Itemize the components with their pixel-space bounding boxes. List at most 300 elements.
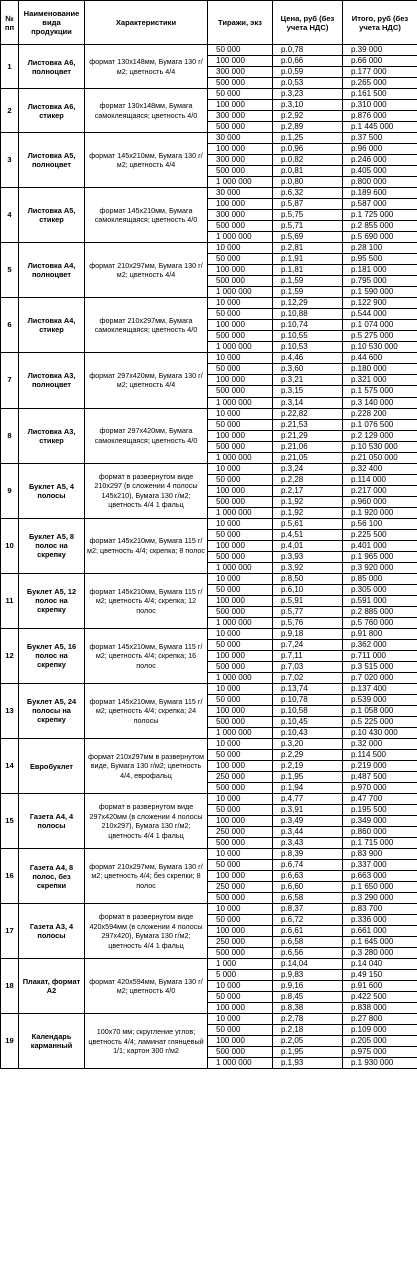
- print-run-cell: 1 000 000: [208, 177, 273, 188]
- print-run-cell: 100 000: [208, 650, 273, 661]
- print-run-cell: 500 000: [208, 441, 273, 452]
- product-specifications: формат 210х297мм, Бумага 130 г/м2; цветность 4/4; без скрепки; 8 полос: [85, 849, 208, 904]
- print-run-cell: 50 000: [208, 474, 273, 485]
- unit-price-cell: р.8,39: [273, 849, 343, 860]
- product-name: Листовка А4, стикер: [19, 298, 85, 353]
- unit-price-cell: р.10,78: [273, 694, 343, 705]
- total-price-cell: р.661 000: [343, 926, 417, 937]
- total-price-cell: р.362 000: [343, 639, 417, 650]
- table-row: [1, 959, 417, 970]
- unit-price-cell: р.6,72: [273, 915, 343, 926]
- total-price-cell: р.83 900: [343, 849, 417, 860]
- header-number: № пп: [1, 1, 19, 45]
- total-price-cell: р.217 000: [343, 485, 417, 496]
- product-name: Газета А4, 8 полос, без скрепки: [19, 849, 85, 904]
- print-run-cell: 300 000: [208, 67, 273, 78]
- total-price-cell: р.422 500: [343, 992, 417, 1003]
- total-price-cell: р.27 800: [343, 1014, 417, 1025]
- unit-price-cell: р.5,61: [273, 518, 343, 529]
- total-price-cell: р.838 000: [343, 1003, 417, 1014]
- total-price-cell: р.1 645 000: [343, 937, 417, 948]
- print-run-cell: 50 000: [208, 254, 273, 265]
- unit-price-cell: р.1,95: [273, 1047, 343, 1058]
- header-total: Итого, руб (без учета НДС): [343, 1, 417, 45]
- print-run-cell: 100 000: [208, 199, 273, 210]
- unit-price-cell: р.1,91: [273, 254, 343, 265]
- total-price-cell: р.265 000: [343, 78, 417, 89]
- unit-price-cell: р.5,76: [273, 617, 343, 628]
- total-price-cell: р.860 000: [343, 827, 417, 838]
- total-price-cell: р.960 000: [343, 496, 417, 507]
- unit-price-cell: р.0,80: [273, 177, 343, 188]
- unit-price-cell: р.5,87: [273, 199, 343, 210]
- product-number: 10: [1, 518, 19, 573]
- unit-price-cell: р.8,38: [273, 1003, 343, 1014]
- product-name: Буклет А5, 8 полос на скрепку: [19, 518, 85, 573]
- print-run-cell: 5 000: [208, 970, 273, 981]
- total-price-cell: р.85 000: [343, 573, 417, 584]
- total-price-cell: р.3 515 000: [343, 661, 417, 672]
- unit-price-cell: р.3,93: [273, 551, 343, 562]
- print-run-cell: 1 000 000: [208, 727, 273, 738]
- unit-price-cell: р.3,10: [273, 100, 343, 111]
- total-price-cell: р.3 920 000: [343, 562, 417, 573]
- total-price-cell: р.205 000: [343, 1036, 417, 1047]
- product-specifications: формат 210х297мм в развернутом виде, Бумага 130 г/м2; цветность 4/4, еврофальц: [85, 738, 208, 793]
- unit-price-cell: р.10,43: [273, 727, 343, 738]
- table-row: [1, 243, 417, 254]
- unit-price-cell: р.4,01: [273, 540, 343, 551]
- table-row: [1, 353, 417, 364]
- table-row: [1, 463, 417, 474]
- product-name: Листовка А4, полноцвет: [19, 243, 85, 298]
- unit-price-cell: р.4,77: [273, 794, 343, 805]
- total-price-cell: р.337 000: [343, 860, 417, 871]
- table-row: [1, 904, 417, 915]
- unit-price-cell: р.7,24: [273, 639, 343, 650]
- unit-price-cell: р.3,92: [273, 562, 343, 573]
- product-number: 11: [1, 573, 19, 628]
- product-specifications: формат 210х297мм, Бумага 130 г/м2; цветность 4/4: [85, 243, 208, 298]
- product-number: 2: [1, 89, 19, 133]
- total-price-cell: р.181 000: [343, 265, 417, 276]
- product-specifications: формат 297х420мм, Бумага самоклеящаяся; цветность 4/0: [85, 408, 208, 463]
- total-price-cell: р.795 000: [343, 276, 417, 287]
- unit-price-cell: р.3,15: [273, 386, 343, 397]
- unit-price-cell: р.0,66: [273, 56, 343, 67]
- unit-price-cell: р.3,24: [273, 463, 343, 474]
- unit-price-cell: р.22,82: [273, 408, 343, 419]
- unit-price-cell: р.3,91: [273, 805, 343, 816]
- print-run-cell: 50 000: [208, 639, 273, 650]
- total-price-cell: р.195 500: [343, 805, 417, 816]
- total-price-cell: р.5 690 000: [343, 232, 417, 243]
- print-run-cell: 500 000: [208, 331, 273, 342]
- print-run-cell: 250 000: [208, 827, 273, 838]
- unit-price-cell: р.12,29: [273, 298, 343, 309]
- unit-price-cell: р.10,45: [273, 716, 343, 727]
- print-run-cell: 10 000: [208, 1014, 273, 1025]
- total-price-cell: р.711 000: [343, 650, 417, 661]
- unit-price-cell: р.6,74: [273, 860, 343, 871]
- total-price-cell: р.39 000: [343, 45, 417, 56]
- total-price-cell: р.336 000: [343, 915, 417, 926]
- print-run-cell: 100 000: [208, 100, 273, 111]
- total-price-cell: р.321 000: [343, 375, 417, 386]
- total-price-cell: р.970 000: [343, 783, 417, 794]
- total-price-cell: р.49 150: [343, 970, 417, 981]
- total-price-cell: р.1 650 000: [343, 882, 417, 893]
- print-run-cell: 500 000: [208, 783, 273, 794]
- print-run-cell: 1 000 000: [208, 672, 273, 683]
- unit-price-cell: р.0,81: [273, 166, 343, 177]
- product-specifications: формат 297х420мм, Бумага 130 г/м2; цветность 4/4: [85, 353, 208, 408]
- unit-price-cell: р.6,61: [273, 926, 343, 937]
- product-name: Буклет А5, 16 полос на скрепку: [19, 628, 85, 683]
- print-run-cell: 1 000 000: [208, 562, 273, 573]
- print-run-cell: 10 000: [208, 298, 273, 309]
- total-price-cell: р.1 575 000: [343, 386, 417, 397]
- product-number: 17: [1, 904, 19, 959]
- total-price-cell: р.1 590 000: [343, 287, 417, 298]
- unit-price-cell: р.2,92: [273, 111, 343, 122]
- total-price-cell: р.544 000: [343, 309, 417, 320]
- unit-price-cell: р.1,59: [273, 287, 343, 298]
- table-row: [1, 188, 417, 199]
- total-price-cell: р.405 000: [343, 166, 417, 177]
- total-price-cell: р.1 930 000: [343, 1058, 417, 1069]
- total-price-cell: р.10 430 000: [343, 727, 417, 738]
- print-run-cell: 100 000: [208, 595, 273, 606]
- print-run-cell: 100 000: [208, 540, 273, 551]
- print-run-cell: 10 000: [208, 628, 273, 639]
- unit-price-cell: р.3,23: [273, 89, 343, 100]
- unit-price-cell: р.21,53: [273, 419, 343, 430]
- product-number: 16: [1, 849, 19, 904]
- unit-price-cell: р.6,56: [273, 948, 343, 959]
- product-name: Листовка А5, полноцвет: [19, 133, 85, 188]
- unit-price-cell: р.21,05: [273, 452, 343, 463]
- table-row: [1, 849, 417, 860]
- unit-price-cell: р.0,96: [273, 144, 343, 155]
- print-run-cell: 300 000: [208, 155, 273, 166]
- print-run-cell: 50 000: [208, 529, 273, 540]
- unit-price-cell: р.8,50: [273, 573, 343, 584]
- total-price-cell: р.1 965 000: [343, 551, 417, 562]
- unit-price-cell: р.5,71: [273, 221, 343, 232]
- product-name: Газета А3, 4 полосы: [19, 904, 85, 959]
- unit-price-cell: р.5,75: [273, 210, 343, 221]
- print-run-cell: 100 000: [208, 1036, 273, 1047]
- unit-price-cell: р.2,89: [273, 122, 343, 133]
- total-price-cell: р.3 290 000: [343, 893, 417, 904]
- print-run-cell: 500 000: [208, 221, 273, 232]
- unit-price-cell: р.9,16: [273, 981, 343, 992]
- total-price-cell: р.83 700: [343, 904, 417, 915]
- print-run-cell: 500 000: [208, 838, 273, 849]
- table-row: [1, 45, 417, 56]
- print-run-cell: 500 000: [208, 166, 273, 177]
- product-number: 6: [1, 298, 19, 353]
- unit-price-cell: р.5,91: [273, 595, 343, 606]
- total-price-cell: р.96 000: [343, 144, 417, 155]
- total-price-cell: р.5 275 000: [343, 331, 417, 342]
- print-run-cell: 100 000: [208, 320, 273, 331]
- print-run-cell: 50 000: [208, 89, 273, 100]
- print-run-cell: 10 000: [208, 353, 273, 364]
- print-run-cell: 10 000: [208, 738, 273, 749]
- print-run-cell: 1 000 000: [208, 507, 273, 518]
- print-run-cell: 1 000 000: [208, 232, 273, 243]
- total-price-cell: р.591 000: [343, 595, 417, 606]
- print-run-cell: 10 000: [208, 408, 273, 419]
- unit-price-cell: р.2,28: [273, 474, 343, 485]
- product-specifications: формат в развернутом виде 210х297 (в сложении 4 полосы 145х210), Бумага 130 г/м2; цветность 4/4 1 фальц: [85, 463, 208, 518]
- product-number: 13: [1, 683, 19, 738]
- print-run-cell: 100 000: [208, 761, 273, 772]
- print-run-cell: 10 000: [208, 849, 273, 860]
- product-specifications: формат 145х210мм, Бумага 115 г/м2; цветность 4/4; скрепка; 12 полос: [85, 573, 208, 628]
- product-number: 3: [1, 133, 19, 188]
- print-run-cell: 10 000: [208, 573, 273, 584]
- unit-price-cell: р.10,74: [273, 320, 343, 331]
- unit-price-cell: р.21,29: [273, 430, 343, 441]
- total-price-cell: р.3 140 000: [343, 397, 417, 408]
- unit-price-cell: р.7,02: [273, 672, 343, 683]
- unit-price-cell: р.3,21: [273, 375, 343, 386]
- unit-price-cell: р.5,69: [273, 232, 343, 243]
- unit-price-cell: р.3,14: [273, 397, 343, 408]
- product-name: Листовка А6, стикер: [19, 89, 85, 133]
- print-run-cell: 500 000: [208, 1047, 273, 1058]
- total-price-cell: р.114 500: [343, 750, 417, 761]
- total-price-cell: р.180 000: [343, 364, 417, 375]
- total-price-cell: р.1 058 000: [343, 705, 417, 716]
- print-run-cell: 1 000: [208, 959, 273, 970]
- unit-price-cell: р.7,11: [273, 650, 343, 661]
- print-run-cell: 1 000 000: [208, 617, 273, 628]
- product-name: Календарь карманный: [19, 1014, 85, 1069]
- product-specifications: формат 145х210мм, Бумага 115 г/м2; цветность 4/4; скрепка; 16 полос: [85, 628, 208, 683]
- table-row: [1, 794, 417, 805]
- unit-price-cell: р.3,43: [273, 838, 343, 849]
- print-run-cell: 50 000: [208, 309, 273, 320]
- product-specifications: формат 145х210мм, Бумага самоклеящаяся; цветность 4/0: [85, 188, 208, 243]
- print-run-cell: 50 000: [208, 860, 273, 871]
- total-price-cell: р.1 920 000: [343, 507, 417, 518]
- table-row: [1, 298, 417, 309]
- unit-price-cell: р.2,78: [273, 1014, 343, 1025]
- print-run-cell: 10 000: [208, 904, 273, 915]
- product-name: Буклет А5, 4 полосы: [19, 463, 85, 518]
- print-run-cell: 500 000: [208, 122, 273, 133]
- unit-price-cell: р.6,60: [273, 882, 343, 893]
- product-name: Листовка А6, полноцвет: [19, 45, 85, 89]
- print-run-cell: 500 000: [208, 893, 273, 904]
- unit-price-cell: р.10,55: [273, 331, 343, 342]
- total-price-cell: р.2 129 000: [343, 430, 417, 441]
- unit-price-cell: р.6,10: [273, 584, 343, 595]
- product-number: 12: [1, 628, 19, 683]
- print-run-cell: 50 000: [208, 992, 273, 1003]
- total-price-cell: р.228 200: [343, 408, 417, 419]
- unit-price-cell: р.1,81: [273, 265, 343, 276]
- unit-price-cell: р.1,92: [273, 507, 343, 518]
- table-row: [1, 628, 417, 639]
- total-price-cell: р.305 000: [343, 584, 417, 595]
- unit-price-cell: р.6,58: [273, 893, 343, 904]
- unit-price-cell: р.3,49: [273, 816, 343, 827]
- product-number: 8: [1, 408, 19, 463]
- header-print-runs: Тиражи, экз: [208, 1, 273, 45]
- print-run-cell: 50 000: [208, 694, 273, 705]
- total-price-cell: р.32 400: [343, 463, 417, 474]
- total-price-cell: р.137 400: [343, 683, 417, 694]
- product-name: Газета А4, 4 полосы: [19, 794, 85, 849]
- table-header: [1, 1, 417, 45]
- product-name: Плакат, формат А2: [19, 959, 85, 1014]
- product-number: 18: [1, 959, 19, 1014]
- total-price-cell: р.401 000: [343, 540, 417, 551]
- table-row: [1, 738, 417, 749]
- total-price-cell: р.56 100: [343, 518, 417, 529]
- product-name: Буклет А5, 12 полос на скрепку: [19, 573, 85, 628]
- print-run-cell: 100 000: [208, 485, 273, 496]
- print-run-cell: 100 000: [208, 144, 273, 155]
- product-number: 15: [1, 794, 19, 849]
- unit-price-cell: р.0,59: [273, 67, 343, 78]
- print-run-cell: 50 000: [208, 45, 273, 56]
- unit-price-cell: р.3,20: [273, 738, 343, 749]
- total-price-cell: р.109 000: [343, 1025, 417, 1036]
- print-run-cell: 50 000: [208, 1025, 273, 1036]
- unit-price-cell: р.2,18: [273, 1025, 343, 1036]
- print-run-cell: 500 000: [208, 948, 273, 959]
- print-run-cell: 100 000: [208, 56, 273, 67]
- unit-price-cell: р.0,53: [273, 78, 343, 89]
- total-price-cell: р.5 225 000: [343, 716, 417, 727]
- total-price-cell: р.876 000: [343, 111, 417, 122]
- total-price-cell: р.2 885 000: [343, 606, 417, 617]
- unit-price-cell: р.6,32: [273, 188, 343, 199]
- print-run-cell: 500 000: [208, 386, 273, 397]
- print-run-cell: 500 000: [208, 716, 273, 727]
- product-number: 7: [1, 353, 19, 408]
- total-price-cell: р.1 715 000: [343, 838, 417, 849]
- print-run-cell: 10 000: [208, 794, 273, 805]
- unit-price-cell: р.10,88: [273, 309, 343, 320]
- print-run-cell: 10 000: [208, 981, 273, 992]
- total-price-cell: р.219 000: [343, 761, 417, 772]
- print-run-cell: 50 000: [208, 805, 273, 816]
- total-price-cell: р.5 760 000: [343, 617, 417, 628]
- total-price-cell: р.1 076 500: [343, 419, 417, 430]
- unit-price-cell: р.3,60: [273, 364, 343, 375]
- table-row: [1, 518, 417, 529]
- total-price-cell: р.7 020 000: [343, 672, 417, 683]
- product-name: Листовка А3, полноцвет: [19, 353, 85, 408]
- unit-price-cell: р.1,59: [273, 276, 343, 287]
- print-run-cell: 30 000: [208, 133, 273, 144]
- total-price-cell: р.225 500: [343, 529, 417, 540]
- total-price-cell: р.975 000: [343, 1047, 417, 1058]
- product-name: Евробуклет: [19, 738, 85, 793]
- total-price-cell: р.21 050 000: [343, 452, 417, 463]
- total-price-cell: р.66 000: [343, 56, 417, 67]
- unit-price-cell: р.1,95: [273, 772, 343, 783]
- total-price-cell: р.349 000: [343, 816, 417, 827]
- print-run-cell: 50 000: [208, 419, 273, 430]
- print-run-cell: 1 000 000: [208, 287, 273, 298]
- table-row: [1, 573, 417, 584]
- print-run-cell: 500 000: [208, 551, 273, 562]
- total-price-cell: р.800 000: [343, 177, 417, 188]
- total-price-cell: р.1 445 000: [343, 122, 417, 133]
- unit-price-cell: р.4,46: [273, 353, 343, 364]
- table-body: [1, 45, 417, 1069]
- print-run-cell: 100 000: [208, 1003, 273, 1014]
- total-price-cell: р.122 900: [343, 298, 417, 309]
- print-run-cell: 1 000 000: [208, 1058, 273, 1069]
- unit-price-cell: р.0,78: [273, 45, 343, 56]
- table-row: [1, 683, 417, 694]
- product-number: 4: [1, 188, 19, 243]
- product-number: 5: [1, 243, 19, 298]
- print-run-cell: 500 000: [208, 606, 273, 617]
- unit-price-cell: р.8,37: [273, 904, 343, 915]
- table-row: [1, 1014, 417, 1025]
- total-price-cell: р.91 600: [343, 981, 417, 992]
- print-run-cell: 30 000: [208, 188, 273, 199]
- print-run-cell: 1 000 000: [208, 397, 273, 408]
- unit-price-cell: р.13,74: [273, 683, 343, 694]
- unit-price-cell: р.4,51: [273, 529, 343, 540]
- total-price-cell: р.10 530 000: [343, 441, 417, 452]
- unit-price-cell: р.3,44: [273, 827, 343, 838]
- header-unit-price: Цена, руб (без учета НДС): [273, 1, 343, 45]
- product-number: 14: [1, 738, 19, 793]
- unit-price-cell: р.2,29: [273, 750, 343, 761]
- unit-price-cell: р.21,06: [273, 441, 343, 452]
- print-run-cell: 100 000: [208, 816, 273, 827]
- print-run-cell: 100 000: [208, 871, 273, 882]
- print-run-cell: 500 000: [208, 496, 273, 507]
- unit-price-cell: р.2,19: [273, 761, 343, 772]
- table-row: [1, 133, 417, 144]
- total-price-cell: р.177 000: [343, 67, 417, 78]
- print-run-cell: 500 000: [208, 276, 273, 287]
- total-price-cell: р.663 000: [343, 871, 417, 882]
- print-run-cell: 500 000: [208, 78, 273, 89]
- total-price-cell: р.1 074 000: [343, 320, 417, 331]
- product-specifications: формат 130х148мм, Бумага 130 г/м2; цветность 4/4: [85, 45, 208, 89]
- total-price-cell: р.1 725 000: [343, 210, 417, 221]
- print-run-cell: 300 000: [208, 111, 273, 122]
- unit-price-cell: р.9,18: [273, 628, 343, 639]
- print-run-cell: 50 000: [208, 750, 273, 761]
- unit-price-cell: р.2,81: [273, 243, 343, 254]
- total-price-cell: р.2 855 000: [343, 221, 417, 232]
- print-run-cell: 500 000: [208, 661, 273, 672]
- unit-price-cell: р.7,03: [273, 661, 343, 672]
- total-price-cell: р.487 500: [343, 772, 417, 783]
- product-specifications: формат 210х297мм, Бумага самоклеящаяся; цветность 4/0: [85, 298, 208, 353]
- total-price-cell: р.47 700: [343, 794, 417, 805]
- print-run-cell: 10 000: [208, 518, 273, 529]
- total-price-cell: р.587 000: [343, 199, 417, 210]
- unit-price-cell: р.1,25: [273, 133, 343, 144]
- total-price-cell: р.161 500: [343, 89, 417, 100]
